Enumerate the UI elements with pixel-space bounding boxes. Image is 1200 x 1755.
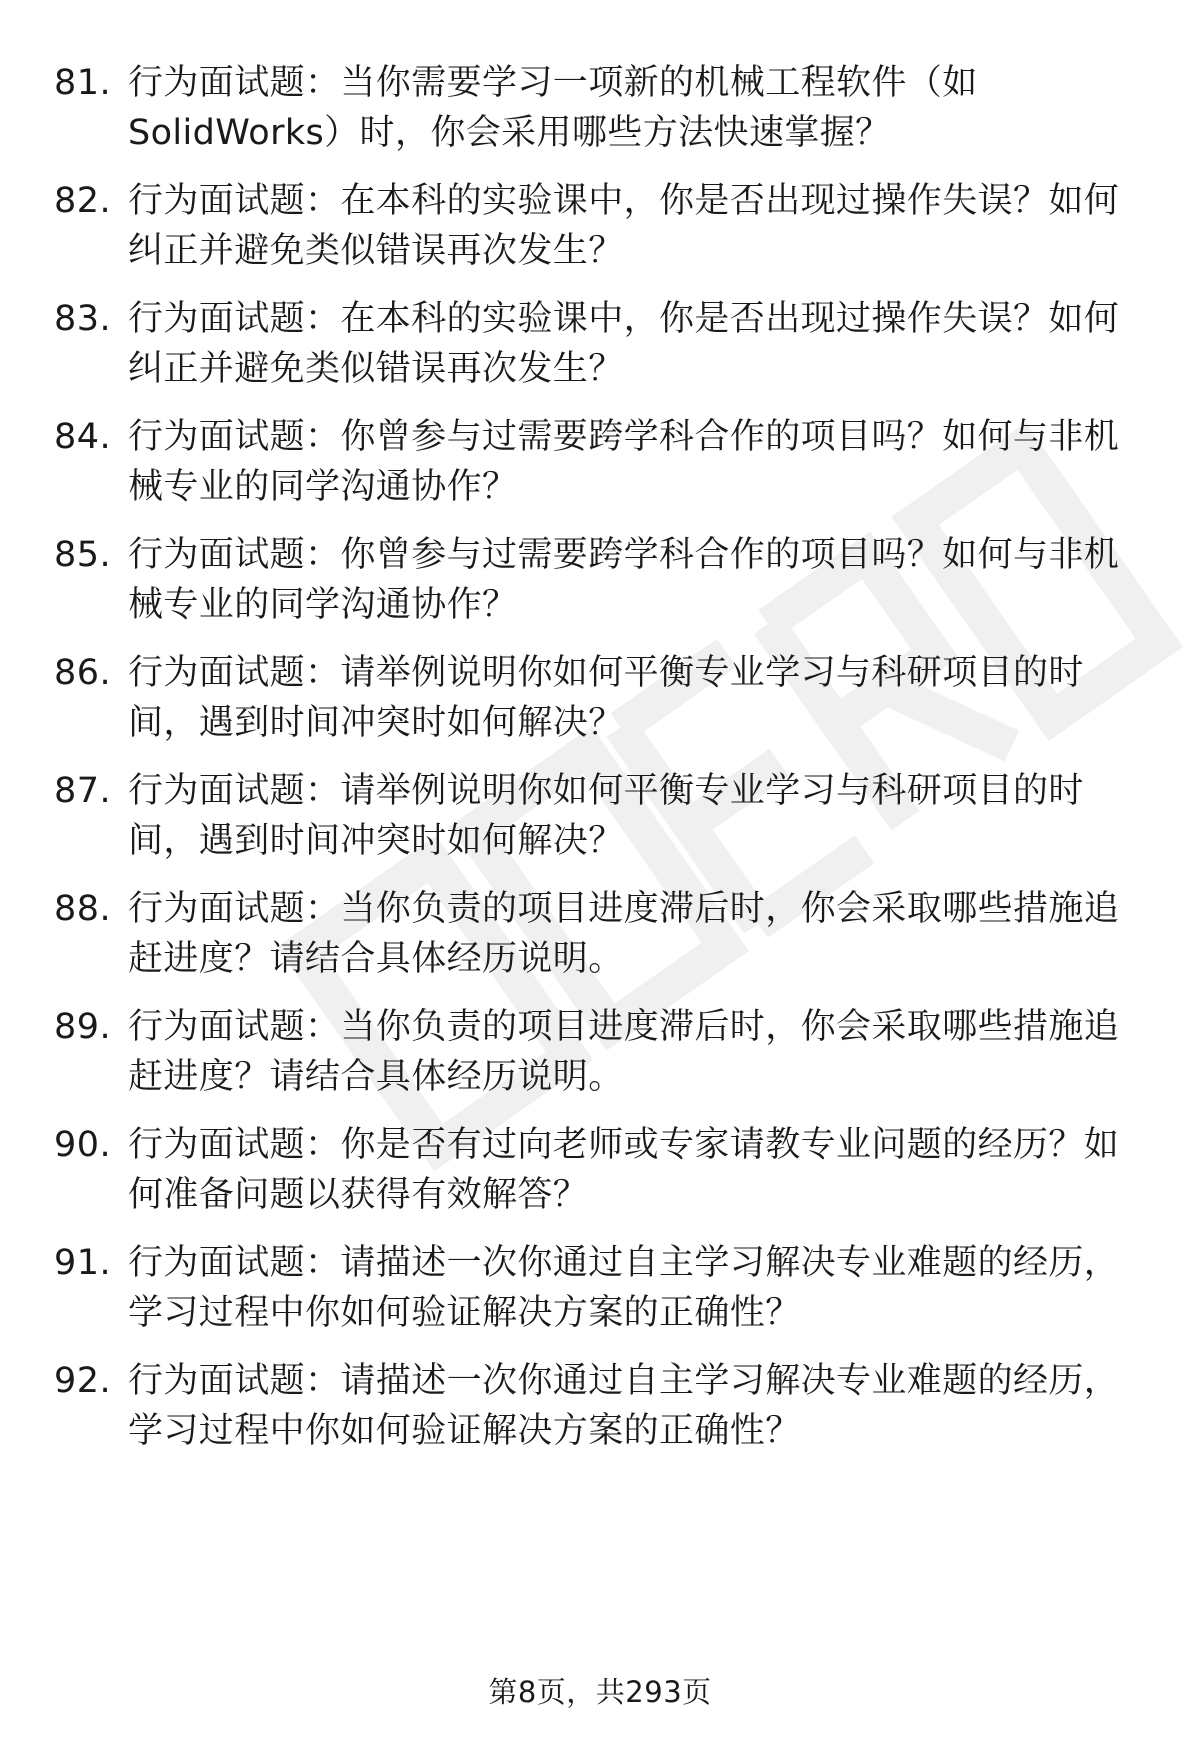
question-number: 81. bbox=[54, 63, 112, 103]
question-number: 89. bbox=[54, 1007, 112, 1047]
question-text-line: 行为面试题：请描述一次你通过自主学习解决专业难题的经历， bbox=[128, 1361, 1120, 1401]
question-item bbox=[54, 1238, 1154, 1348]
question-number: 86. bbox=[54, 653, 112, 693]
question-item bbox=[54, 1002, 1154, 1112]
question-item bbox=[54, 1120, 1154, 1230]
question-text-line: 行为面试题：请举例说明你如何平衡专业学习与科研项目的时 bbox=[128, 771, 1084, 811]
question-text bbox=[128, 648, 1148, 748]
question-number: 87. bbox=[54, 771, 112, 811]
question-text-line: 行为面试题：在本科的实验课中，你是否出现过操作失误？如何 bbox=[128, 181, 1120, 221]
question-text-line: 赶进度？请结合具体经历说明。 bbox=[128, 1057, 624, 1097]
question-text bbox=[128, 412, 1148, 512]
question-text-line: 行为面试题：当你负责的项目进度滞后时，你会采取哪些措施追 bbox=[128, 889, 1120, 929]
question-item bbox=[54, 766, 1154, 876]
question-item bbox=[54, 176, 1154, 286]
question-item bbox=[54, 530, 1154, 640]
question-text bbox=[128, 294, 1148, 394]
question-text bbox=[128, 1356, 1148, 1456]
question-text-line: 行为面试题：当你负责的项目进度滞后时，你会采取哪些措施追 bbox=[128, 1007, 1120, 1047]
question-text bbox=[128, 766, 1148, 866]
question-number: 88. bbox=[54, 889, 112, 929]
question-text bbox=[128, 530, 1148, 630]
question-number: 92. bbox=[54, 1361, 112, 1401]
question-text bbox=[128, 1002, 1148, 1102]
question-text-line: 间，遇到时间冲突时如何解决？ bbox=[128, 821, 624, 861]
question-text-line: 间，遇到时间冲突时如何解决？ bbox=[128, 703, 624, 743]
question-text-line: 何准备问题以获得有效解答？ bbox=[128, 1175, 589, 1215]
question-number: 82. bbox=[54, 181, 112, 221]
question-text-line: 赶进度？请结合具体经历说明。 bbox=[128, 939, 624, 979]
question-text-line: 行为面试题：你是否有过向老师或专家请教专业问题的经历？如 bbox=[128, 1125, 1120, 1165]
question-item bbox=[54, 648, 1154, 758]
question-text-line: 纠正并避免类似错误再次发生？ bbox=[128, 231, 624, 271]
question-number: 83. bbox=[54, 299, 112, 339]
question-item bbox=[54, 294, 1154, 404]
question-number: 84. bbox=[54, 417, 112, 457]
question-item bbox=[54, 412, 1154, 522]
page-indicator: 第8页，共293页 bbox=[488, 1675, 712, 1709]
question-text bbox=[128, 1238, 1148, 1338]
question-text-line: 学习过程中你如何验证解决方案的正确性？ bbox=[128, 1411, 801, 1451]
question-text-line: 行为面试题：请描述一次你通过自主学习解决专业难题的经历， bbox=[128, 1243, 1120, 1283]
question-text bbox=[128, 884, 1148, 984]
question-text-line: 械专业的同学沟通协作？ bbox=[128, 585, 518, 625]
question-text-line: 学习过程中你如何验证解决方案的正确性？ bbox=[128, 1293, 801, 1333]
question-text bbox=[128, 1120, 1148, 1220]
question-text-line: 行为面试题：你曾参与过需要跨学科合作的项目吗？如何与非机 bbox=[128, 535, 1120, 575]
question-number: 91. bbox=[54, 1243, 112, 1283]
question-text bbox=[128, 58, 1148, 158]
question-text-line: 行为面试题：你曾参与过需要跨学科合作的项目吗？如何与非机 bbox=[128, 417, 1120, 457]
question-text-line: 行为面试题：请举例说明你如何平衡专业学习与科研项目的时 bbox=[128, 653, 1084, 693]
question-text-line: 行为面试题：当你需要学习一项新的机械工程软件（如 bbox=[128, 63, 978, 103]
question-text-line: 行为面试题：在本科的实验课中，你是否出现过操作失误？如何 bbox=[128, 299, 1120, 339]
question-number: 90. bbox=[54, 1125, 112, 1165]
question-text bbox=[128, 176, 1148, 276]
question-text-line: 械专业的同学沟通协作？ bbox=[128, 467, 518, 507]
question-number: 85. bbox=[54, 535, 112, 575]
question-text-line: 纠正并避免类似错误再次发生？ bbox=[128, 349, 624, 389]
question-item bbox=[54, 884, 1154, 994]
question-text-line: SolidWorks）时，你会采用哪些方法快速掌握？ bbox=[128, 113, 891, 153]
question-item bbox=[54, 1356, 1154, 1466]
question-item bbox=[54, 58, 1154, 168]
